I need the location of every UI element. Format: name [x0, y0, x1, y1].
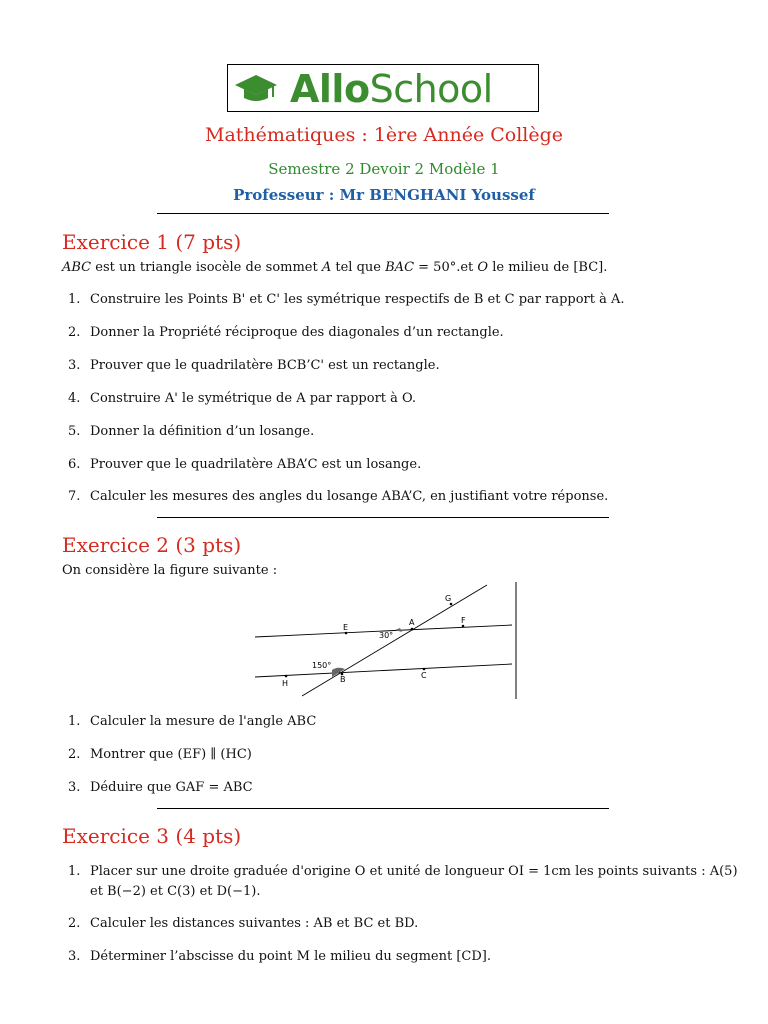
ex2-item-1-text: Calculer la mesure de l'angle ABC [90, 714, 317, 729]
logo-text-allo: Allo [290, 67, 370, 111]
figure-angle-30: 30° [379, 631, 394, 640]
figure-angle-150: 150° [312, 661, 332, 670]
ex1-item-5-num: 5. [68, 424, 81, 439]
ex2-item-3-num: 3. [68, 780, 81, 795]
figure-label-e: E [343, 623, 349, 632]
ex3-item-3-num: 3. [68, 949, 81, 964]
ex1-item-7-num: 7. [68, 489, 81, 504]
ex1-divider [157, 517, 609, 518]
ex1-item-6-text: Prouver que le quadrilatère ABA’C est un losange. [90, 457, 422, 472]
ex1-item-4-text: Construire A' le symétrique de A par rapport à O. [90, 391, 417, 406]
header-divider [157, 213, 609, 214]
figure-label-a: A [409, 618, 415, 627]
ex3-item-2-num: 2. [68, 916, 81, 931]
ex2-item-2-num: 2. [68, 747, 81, 762]
alloschool-logo [227, 64, 539, 112]
geometry-figure [250, 582, 520, 699]
figure-label-f: F [461, 616, 466, 625]
ex1-item-2-num: 2. [68, 325, 81, 340]
ex2-item-1-num: 1. [68, 714, 81, 729]
figure-label-b: B [340, 675, 346, 684]
intro-eq: = 50°.et [414, 260, 478, 275]
document-subtitle: Semestre 2 Devoir 2 Modèle 1 [268, 160, 500, 178]
figure-label-c: C [421, 671, 427, 680]
exercise-1-heading: Exercice 1 (7 pts) [62, 230, 242, 254]
intro-end: le milieu de [BC]. [488, 260, 608, 275]
intro-text-1: est un triangle isocèle de sommet [91, 260, 322, 275]
ex1-item-1-num: 1. [68, 292, 81, 307]
ex3-item-1-text-line2: et B(−2) et C(3) et D(−1). [90, 884, 261, 899]
logo-text-school: School [369, 67, 493, 111]
ex3-item-2-text: Calculer les distances suivantes : AB et BC et BD. [90, 916, 419, 931]
intro-o: O [477, 260, 489, 275]
ex2-item-2-text: Montrer que (EF) ∥ (HC) [90, 747, 252, 762]
exercise-1-intro [62, 260, 607, 275]
figure-label-g: G [445, 594, 452, 603]
ex1-item-1-text: Construire les Points B' et C' les symétrique respectifs de B et C par rapport à A. [90, 292, 625, 307]
graduation-cap-icon [234, 73, 278, 105]
ex2-item-3-text: Déduire que GAF = ABC [90, 780, 253, 795]
document-title: Mathématiques : 1ère Année Collège [204, 124, 564, 146]
ex1-item-4-num: 4. [68, 391, 81, 406]
intro-a: A [321, 260, 332, 275]
ex1-item-3-text: Prouver que le quadrilatère BCB’C' est un rectangle. [90, 358, 440, 373]
ex3-item-1-num: 1. [68, 864, 81, 879]
ex2-divider [157, 808, 609, 809]
ex1-item-6-num: 6. [68, 457, 81, 472]
intro-bac: BAC [385, 260, 415, 275]
professor-name: Professeur : Mr BENGHANI Youssef [233, 186, 535, 204]
exercise-3-heading: Exercice 3 (4 pts) [62, 824, 242, 848]
ex3-item-3-text: Déterminer l’abscisse du point M le milieu du segment [CD]. [90, 949, 491, 964]
ex1-item-7-text: Calculer les mesures des angles du losange ABA’C, en justifiant votre réponse. [90, 489, 609, 504]
exercise-2-heading: Exercice 2 (3 pts) [62, 533, 242, 557]
ex1-item-2-text: Donner la Propriété réciproque des diagonales d’un rectangle. [90, 325, 504, 340]
intro-text-2: tel que [331, 260, 386, 275]
exercise-2-intro: On considère la figure suivante : [62, 563, 278, 578]
figure-label-h: H [282, 679, 289, 688]
ex1-item-3-num: 3. [68, 358, 81, 373]
logo-text [290, 67, 493, 111]
intro-abc: ABC [62, 260, 92, 275]
ex1-item-5-text: Donner la définition d’un losange. [90, 424, 315, 439]
ex3-item-1-text: Placer sur une droite graduée d'origine O et unité de longueur OI = 1cm les points suivants : A(5) [90, 864, 738, 879]
